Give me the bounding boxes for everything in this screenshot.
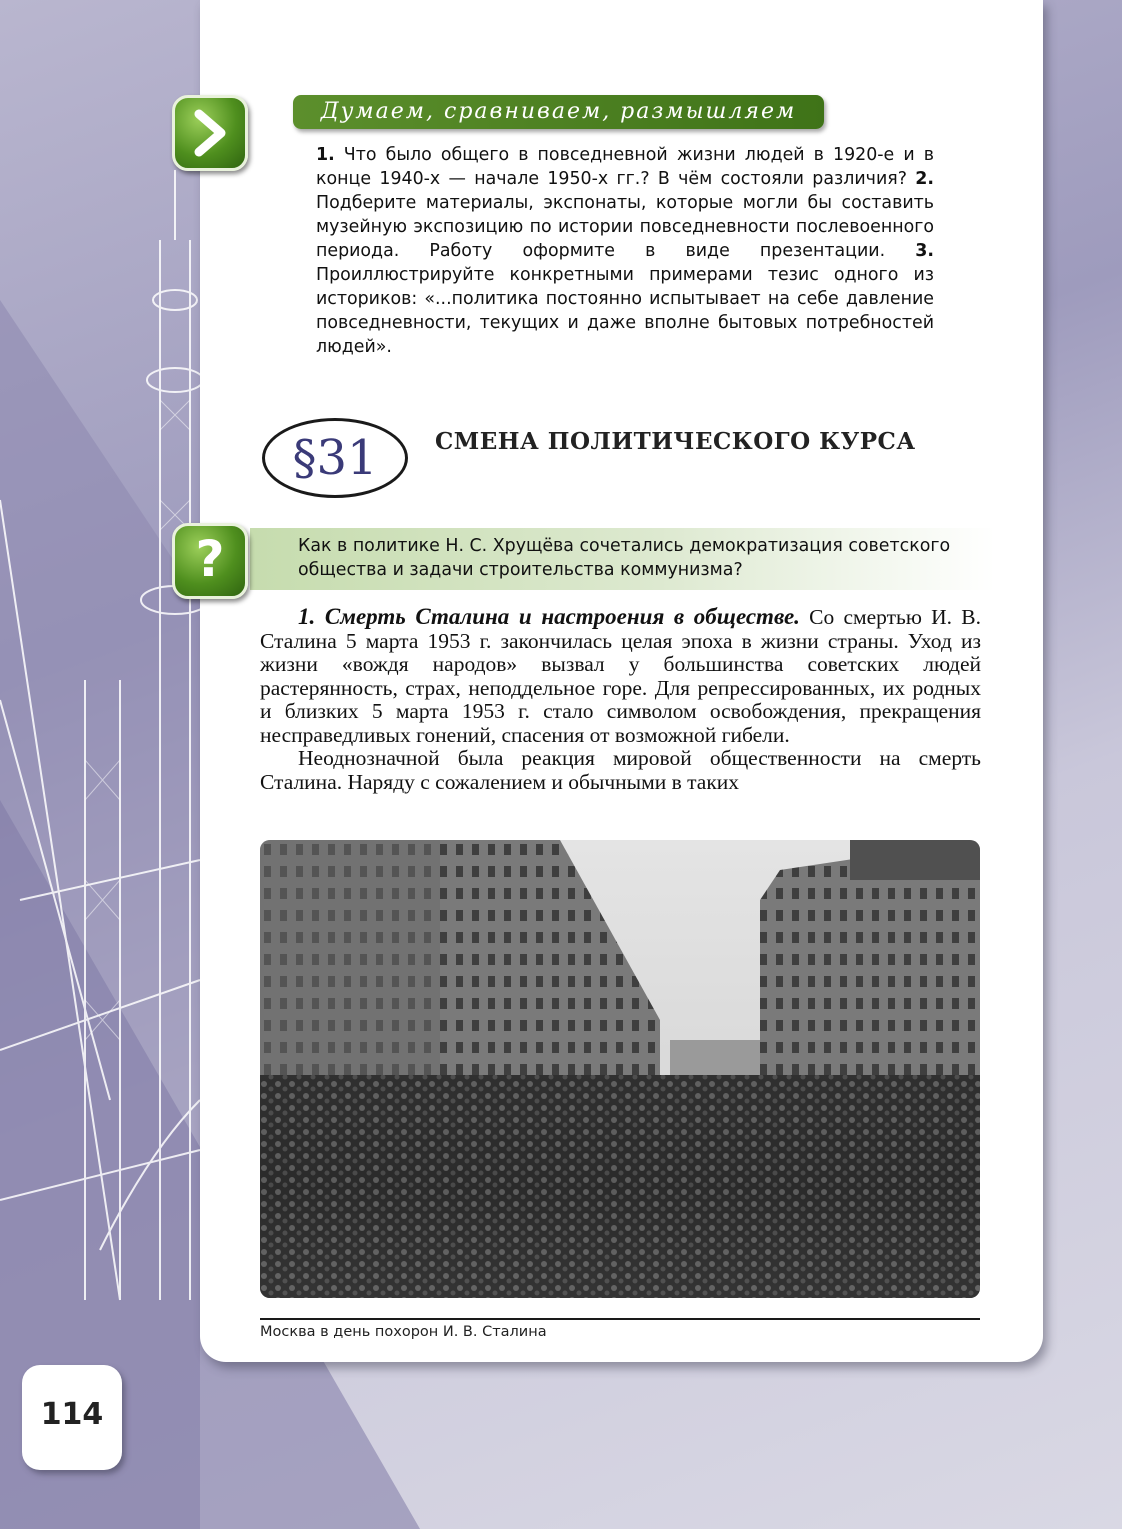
paragraph-text: Со смертью И. В. Сталина 5 марта 1953 г. закончилась целая эпоха в жизни страны. Уход из жизни «вождя народов» вызвал у большинства советских людей растерянность, страх, неподдельное горе. Для репрессированных, их родных и близких 5 марта 1953 г. стало символом освобождения, прекращения несправедливых гонений, спасения от возможной гибели.: [260, 605, 981, 747]
body-paragraph: Неоднозначной была реакция мировой общественности на смерть Сталина. Наряду с сожалением и обычными в таких: [260, 746, 981, 794]
photo-caption: Москва в день похорон И. В. Сталина: [260, 1324, 547, 1340]
body-text: [260, 605, 981, 794]
task-number: 3.: [915, 241, 934, 261]
question-mark-icon: ?: [172, 523, 248, 599]
tasks-block: [316, 143, 934, 359]
page-number: 114: [40, 1397, 104, 1432]
section-banner: Думаем, сравниваем, размышляем: [293, 95, 824, 129]
task-text: Что было общего в повседневной жизни людей в 1920-е и в конце 1940-х — начале 1950-х гг.? В чём состояли различия?: [316, 145, 934, 189]
paragraph-number-badge: §31: [262, 418, 408, 498]
chevron-right-icon: [172, 95, 248, 171]
task-text: Подберите материалы, экспонаты, которые могли бы составить музейную экспозицию по истории повседневности послевоенного периода. Работу оформите в виде презентации.: [316, 193, 934, 261]
caption-divider: [260, 1318, 980, 1320]
task-number: 2.: [915, 169, 934, 189]
chapter-title: СМЕНА ПОЛИТИЧЕСКОГО КУРСА: [435, 428, 916, 455]
task-number: 1.: [316, 145, 335, 165]
subsection-heading: 1. Смерть Сталина и настроения в обществе.: [298, 604, 800, 629]
page-number-box: [22, 1365, 122, 1470]
body-paragraph: [260, 605, 981, 747]
funeral-crowd-photo: [260, 840, 980, 1298]
task-text: Проиллюстрируйте конкретными примерами тезис одного из историков: «...политика постоянно испытывает на себе давление повседневности, текущих и даже вполне бытовых потребностей людей».: [316, 265, 934, 357]
key-question: Как в политике Н. С. Хрущёва сочетались демократизация советского общества и задачи строительства коммунизма?: [298, 536, 951, 580]
